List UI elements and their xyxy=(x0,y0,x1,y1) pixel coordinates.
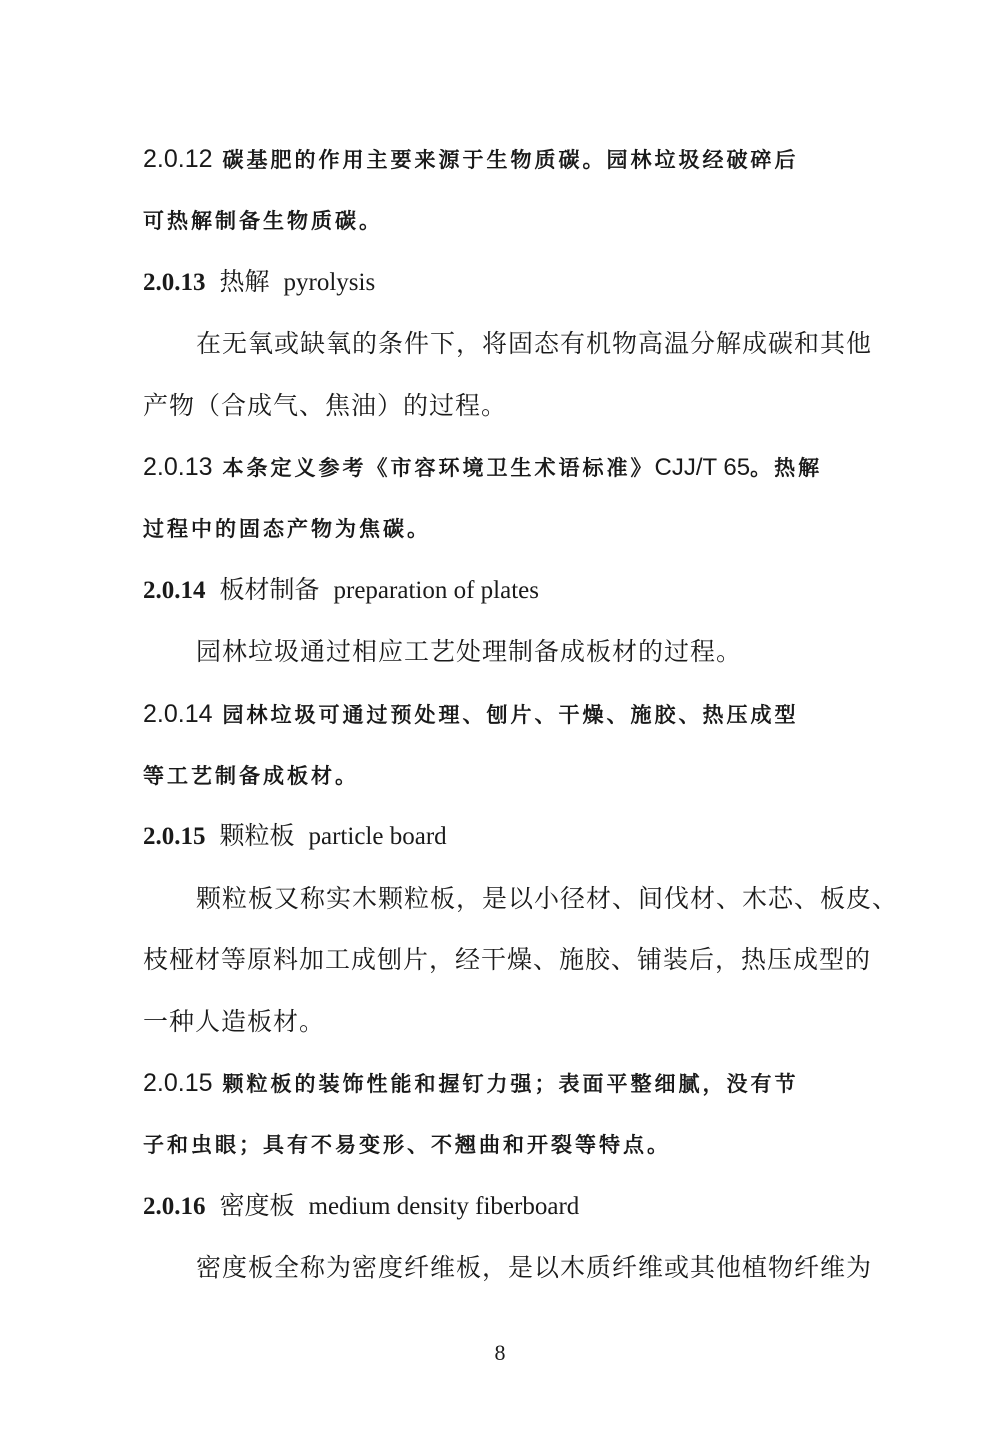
clause-explanation-2-0-14 xyxy=(143,698,799,731)
term-english: pyrolysis xyxy=(283,269,376,296)
definition-continuation xyxy=(143,390,507,422)
definition-continuation xyxy=(143,1006,325,1038)
definition-line: 在无氧或缺氧的条件下，将固态有机物高温分解成碳和其他 xyxy=(196,329,873,358)
term-number: 2.0.14 xyxy=(143,577,206,604)
definition-line: 枝桠材等原料加工成刨片，经干燥、施胶、铺装后，热压成型的 xyxy=(143,945,872,974)
definition-line: 产物（合成气、焦油）的过程。 xyxy=(143,391,508,420)
explanation-continuation xyxy=(143,760,359,792)
clause-number: 2.0.15 xyxy=(143,1069,213,1097)
term-english: preparation of plates xyxy=(333,577,539,604)
explanation-text: 颗粒板的装饰性能和握钉力强；表面平整细腻，没有节 xyxy=(222,1072,799,1096)
term-heading-2-0-13 xyxy=(143,267,375,299)
explanation-text: 碳基肥的作用主要来源于生物质碳。园林垃圾经破碎后 xyxy=(222,148,799,172)
explanation-text: 本条定义参考《市容环境卫生术语标准》 xyxy=(222,456,655,480)
explanation-text: 子和虫眼；具有不易变形、不翘曲和开裂等特点。 xyxy=(143,1133,671,1157)
definition-line: 密度板全称为密度纤维板，是以木质纤维或其他植物纤维为 xyxy=(196,1253,873,1282)
clause-number: 2.0.14 xyxy=(143,700,213,728)
definition-line: 颗粒板又称实木颗粒板，是以小径材、间伐材、木芯、板皮、 xyxy=(196,884,899,913)
explanation-continuation xyxy=(143,205,383,237)
term-english: particle board xyxy=(308,823,447,850)
explanation-text: 园林垃圾可通过预处理、刨片、干燥、施胶、热压成型 xyxy=(222,703,799,727)
term-chinese: 密度板 xyxy=(219,1193,295,1220)
definition-text xyxy=(196,328,872,360)
explanation-continuation xyxy=(143,513,431,545)
definition-line: 一种人造板材。 xyxy=(143,1007,326,1036)
page-number: 8 xyxy=(494,1340,506,1365)
explanation-text: 过程中的固态产物为焦碳。 xyxy=(143,517,431,541)
definition-text xyxy=(196,636,742,668)
term-heading-2-0-15 xyxy=(143,821,447,853)
explanation-continuation xyxy=(143,1129,671,1161)
definition-continuation xyxy=(143,944,871,976)
clause-number: 2.0.12 xyxy=(143,145,213,173)
term-english: medium density fiberboard xyxy=(308,1193,580,1220)
term-heading-2-0-14 xyxy=(143,575,539,607)
term-number: 2.0.13 xyxy=(143,269,206,296)
clause-explanation-2-0-12 xyxy=(143,143,799,176)
term-chinese: 热解 xyxy=(219,269,270,296)
clause-explanation-2-0-13 xyxy=(143,451,822,484)
definition-text xyxy=(196,883,898,915)
clause-explanation-2-0-15 xyxy=(143,1067,799,1100)
definition-text xyxy=(196,1252,872,1284)
term-chinese: 板材制备 xyxy=(219,577,320,604)
standard-code: CJJ/T 65 xyxy=(654,454,751,481)
term-number: 2.0.15 xyxy=(143,823,206,850)
explanation-text: 。热解 xyxy=(750,456,823,480)
definition-line: 园林垃圾通过相应工艺处理制备成板材的过程。 xyxy=(196,637,743,666)
term-chinese: 颗粒板 xyxy=(219,823,295,850)
clause-number: 2.0.13 xyxy=(143,453,213,481)
explanation-text: 可热解制备生物质碳。 xyxy=(143,209,383,233)
term-heading-2-0-16 xyxy=(143,1191,579,1223)
term-number: 2.0.16 xyxy=(143,1193,206,1220)
explanation-text: 等工艺制备成板材。 xyxy=(143,764,359,788)
